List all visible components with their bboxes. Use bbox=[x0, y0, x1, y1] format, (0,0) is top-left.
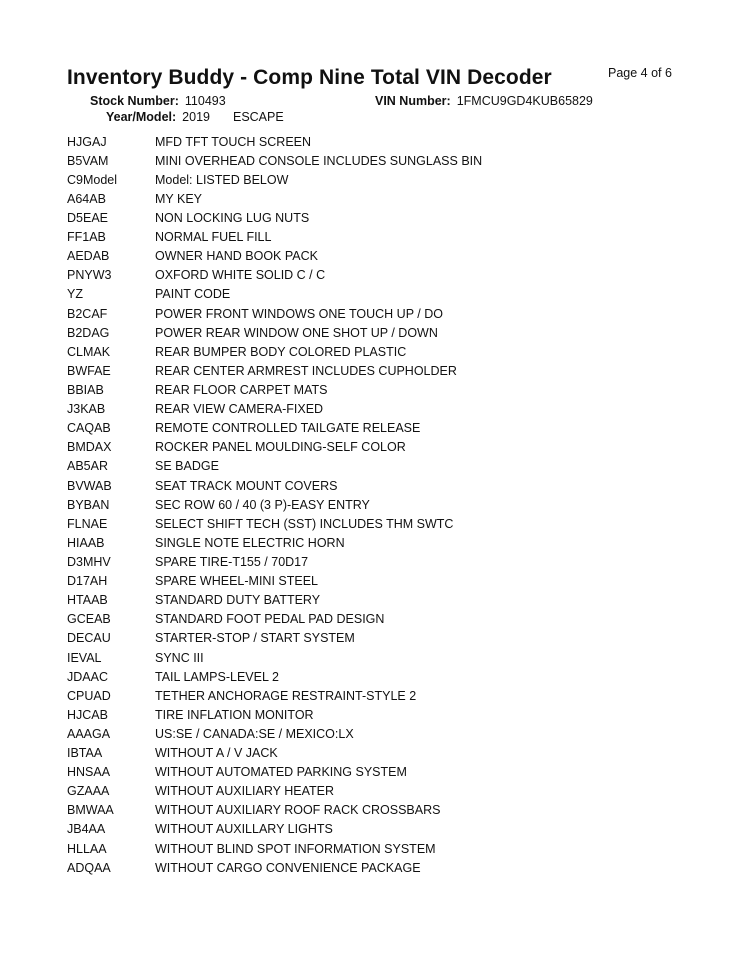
option-code: YZ bbox=[67, 287, 83, 302]
option-code: AEDAB bbox=[67, 249, 110, 264]
option-description: REAR BUMPER BODY COLORED PLASTIC bbox=[155, 344, 407, 359]
option-row bbox=[67, 380, 687, 399]
option-row bbox=[67, 361, 687, 380]
option-description: POWER FRONT WINDOWS ONE TOUCH UP / DO bbox=[155, 306, 443, 321]
option-code: BMDAX bbox=[67, 440, 112, 455]
option-code: B2DAG bbox=[67, 325, 110, 340]
option-code: AAAGA bbox=[67, 726, 111, 741]
option-description: OWNER HAND BOOK PACK bbox=[155, 249, 318, 264]
option-code: HNSAA bbox=[67, 765, 111, 780]
option-row bbox=[67, 724, 687, 743]
option-row bbox=[67, 763, 687, 782]
option-code: HTAAB bbox=[67, 593, 108, 608]
option-description: WITHOUT CARGO CONVENIENCE PACKAGE bbox=[155, 860, 421, 875]
option-row bbox=[67, 323, 687, 342]
option-description: ROCKER PANEL MOULDING-SELF COLOR bbox=[155, 440, 406, 455]
option-row bbox=[67, 572, 687, 591]
option-row bbox=[67, 170, 687, 189]
option-description: MFD TFT TOUCH SCREEN bbox=[155, 134, 312, 149]
option-row bbox=[67, 629, 687, 648]
option-description: SE BADGE bbox=[155, 459, 219, 474]
option-row bbox=[67, 457, 687, 476]
option-description: Model: LISTED BELOW bbox=[155, 172, 289, 187]
option-description: US:SE / CANADA:SE / MEXICO:LX bbox=[155, 726, 354, 741]
option-code: D3MHV bbox=[67, 554, 111, 569]
option-description: WITHOUT A / V JACK bbox=[155, 746, 278, 761]
option-description: WITHOUT AUXILIARY HEATER bbox=[155, 784, 334, 799]
option-code: GZAAA bbox=[67, 784, 110, 799]
stock-number bbox=[90, 94, 226, 108]
option-description: TETHER ANCHORAGE RESTRAINT-STYLE 2 bbox=[155, 688, 417, 703]
option-description: WITHOUT BLIND SPOT INFORMATION SYSTEM bbox=[155, 841, 436, 856]
option-row bbox=[67, 476, 687, 495]
option-description: SYNC III bbox=[155, 650, 204, 665]
option-code: CAQAB bbox=[67, 421, 111, 436]
option-row bbox=[67, 266, 687, 285]
option-code: HJCAB bbox=[67, 707, 108, 722]
option-row bbox=[67, 533, 687, 552]
option-description: PAINT CODE bbox=[155, 287, 231, 302]
option-row bbox=[67, 419, 687, 438]
option-row bbox=[67, 705, 687, 724]
document-title: Inventory Buddy - Comp Nine Total VIN Decoder bbox=[67, 66, 552, 89]
option-row bbox=[67, 342, 687, 361]
year-value: 2019 bbox=[182, 110, 210, 124]
option-row bbox=[67, 820, 687, 839]
option-description: STARTER-STOP / START SYSTEM bbox=[155, 631, 355, 646]
option-description: SPARE TIRE-T155 / 70D17 bbox=[155, 554, 309, 569]
option-description: STANDARD DUTY BATTERY bbox=[155, 593, 321, 608]
option-code: CLMAK bbox=[67, 344, 111, 359]
option-row bbox=[67, 514, 687, 533]
option-code: HLLAA bbox=[67, 841, 107, 856]
option-code: PNYW3 bbox=[67, 268, 112, 283]
option-code: FLNAE bbox=[67, 516, 108, 531]
option-code: IBTAA bbox=[67, 746, 103, 761]
option-description: STANDARD FOOT PEDAL PAD DESIGN bbox=[155, 612, 385, 627]
option-row bbox=[67, 839, 687, 858]
option-code: A64AB bbox=[67, 191, 106, 206]
page-number: Page 4 of 6 bbox=[608, 66, 672, 80]
option-code: BMWAA bbox=[67, 803, 114, 818]
option-description: NON LOCKING LUG NUTS bbox=[155, 210, 310, 225]
option-description: SEAT TRACK MOUNT COVERS bbox=[155, 478, 338, 493]
option-row bbox=[67, 667, 687, 686]
option-code: ADQAA bbox=[67, 860, 111, 875]
option-code: CPUAD bbox=[67, 688, 111, 703]
option-row bbox=[67, 189, 687, 208]
option-row bbox=[67, 132, 687, 151]
stock-number-value: 110493 bbox=[184, 94, 226, 108]
vin-number-value: 1FMCU9GD4KUB65829 bbox=[456, 94, 593, 108]
option-description: TAIL LAMPS-LEVEL 2 bbox=[155, 669, 279, 684]
option-code: IEVAL bbox=[67, 650, 102, 665]
option-row bbox=[67, 591, 687, 610]
option-row bbox=[67, 438, 687, 457]
option-description: TIRE INFLATION MONITOR bbox=[155, 707, 314, 722]
option-description: OXFORD WHITE SOLID C / C bbox=[155, 268, 326, 283]
option-code: GCEAB bbox=[67, 612, 111, 627]
option-row bbox=[67, 610, 687, 629]
year-model-label: Year/Model: bbox=[106, 110, 177, 124]
option-code-list bbox=[67, 132, 687, 877]
option-description: WITHOUT AUTOMATED PARKING SYSTEM bbox=[155, 765, 407, 780]
option-description: SPARE WHEEL-MINI STEEL bbox=[155, 574, 318, 589]
option-description: MY KEY bbox=[155, 191, 203, 206]
option-description: NORMAL FUEL FILL bbox=[155, 230, 272, 245]
option-description: WITHOUT AUXILIARY ROOF RACK CROSSBARS bbox=[155, 803, 441, 818]
stock-number-label: Stock Number: bbox=[90, 94, 179, 108]
option-row bbox=[67, 247, 687, 266]
option-code: JB4AA bbox=[67, 822, 106, 837]
vin-number bbox=[375, 94, 593, 108]
option-row bbox=[67, 400, 687, 419]
option-row bbox=[67, 858, 687, 877]
option-row bbox=[67, 782, 687, 801]
option-code: B2CAF bbox=[67, 306, 108, 321]
option-row bbox=[67, 686, 687, 705]
option-code: D5EAE bbox=[67, 210, 108, 225]
option-description: SEC ROW 60 / 40 (3 P)-EASY ENTRY bbox=[155, 497, 370, 512]
option-row bbox=[67, 304, 687, 323]
model-value: ESCAPE bbox=[232, 110, 284, 124]
option-code: D17AH bbox=[67, 574, 108, 589]
option-code: BWFAE bbox=[67, 363, 111, 378]
option-code: FF1AB bbox=[67, 230, 106, 245]
option-description: REAR FLOOR CARPET MATS bbox=[155, 382, 328, 397]
option-row bbox=[67, 648, 687, 667]
option-row bbox=[67, 151, 687, 170]
option-description: REAR CENTER ARMREST INCLUDES CUPHOLDER bbox=[155, 363, 457, 378]
option-description: SELECT SHIFT TECH (SST) INCLUDES THM SWTC bbox=[155, 516, 454, 531]
option-description: WITHOUT AUXILLARY LIGHTS bbox=[155, 822, 333, 837]
option-code: DECAU bbox=[67, 631, 111, 646]
option-description: MINI OVERHEAD CONSOLE INCLUDES SUNGLASS BIN bbox=[155, 153, 483, 168]
option-code: JDAAC bbox=[67, 669, 108, 684]
option-row bbox=[67, 228, 687, 247]
option-row bbox=[67, 552, 687, 571]
option-code: BVWAB bbox=[67, 478, 112, 493]
option-description: REMOTE CONTROLLED TAILGATE RELEASE bbox=[155, 421, 421, 436]
option-code: AB5AR bbox=[67, 459, 108, 474]
option-code: J3KAB bbox=[67, 402, 106, 417]
option-row bbox=[67, 744, 687, 763]
option-description: REAR VIEW CAMERA-FIXED bbox=[155, 402, 324, 417]
option-row bbox=[67, 801, 687, 820]
option-row bbox=[67, 495, 687, 514]
option-code: B5VAM bbox=[67, 153, 109, 168]
option-description: POWER REAR WINDOW ONE SHOT UP / DOWN bbox=[155, 325, 438, 340]
option-row bbox=[67, 285, 687, 304]
option-code: BYBAN bbox=[67, 497, 110, 512]
vin-number-label: VIN Number: bbox=[375, 94, 451, 108]
option-row bbox=[67, 208, 687, 227]
option-code: BBIAB bbox=[67, 382, 104, 397]
option-code: C9Model bbox=[67, 172, 118, 187]
option-code: HJGAJ bbox=[67, 134, 107, 149]
option-description: SINGLE NOTE ELECTRIC HORN bbox=[155, 535, 345, 550]
option-code: HIAAB bbox=[67, 535, 105, 550]
year-model bbox=[106, 110, 284, 124]
